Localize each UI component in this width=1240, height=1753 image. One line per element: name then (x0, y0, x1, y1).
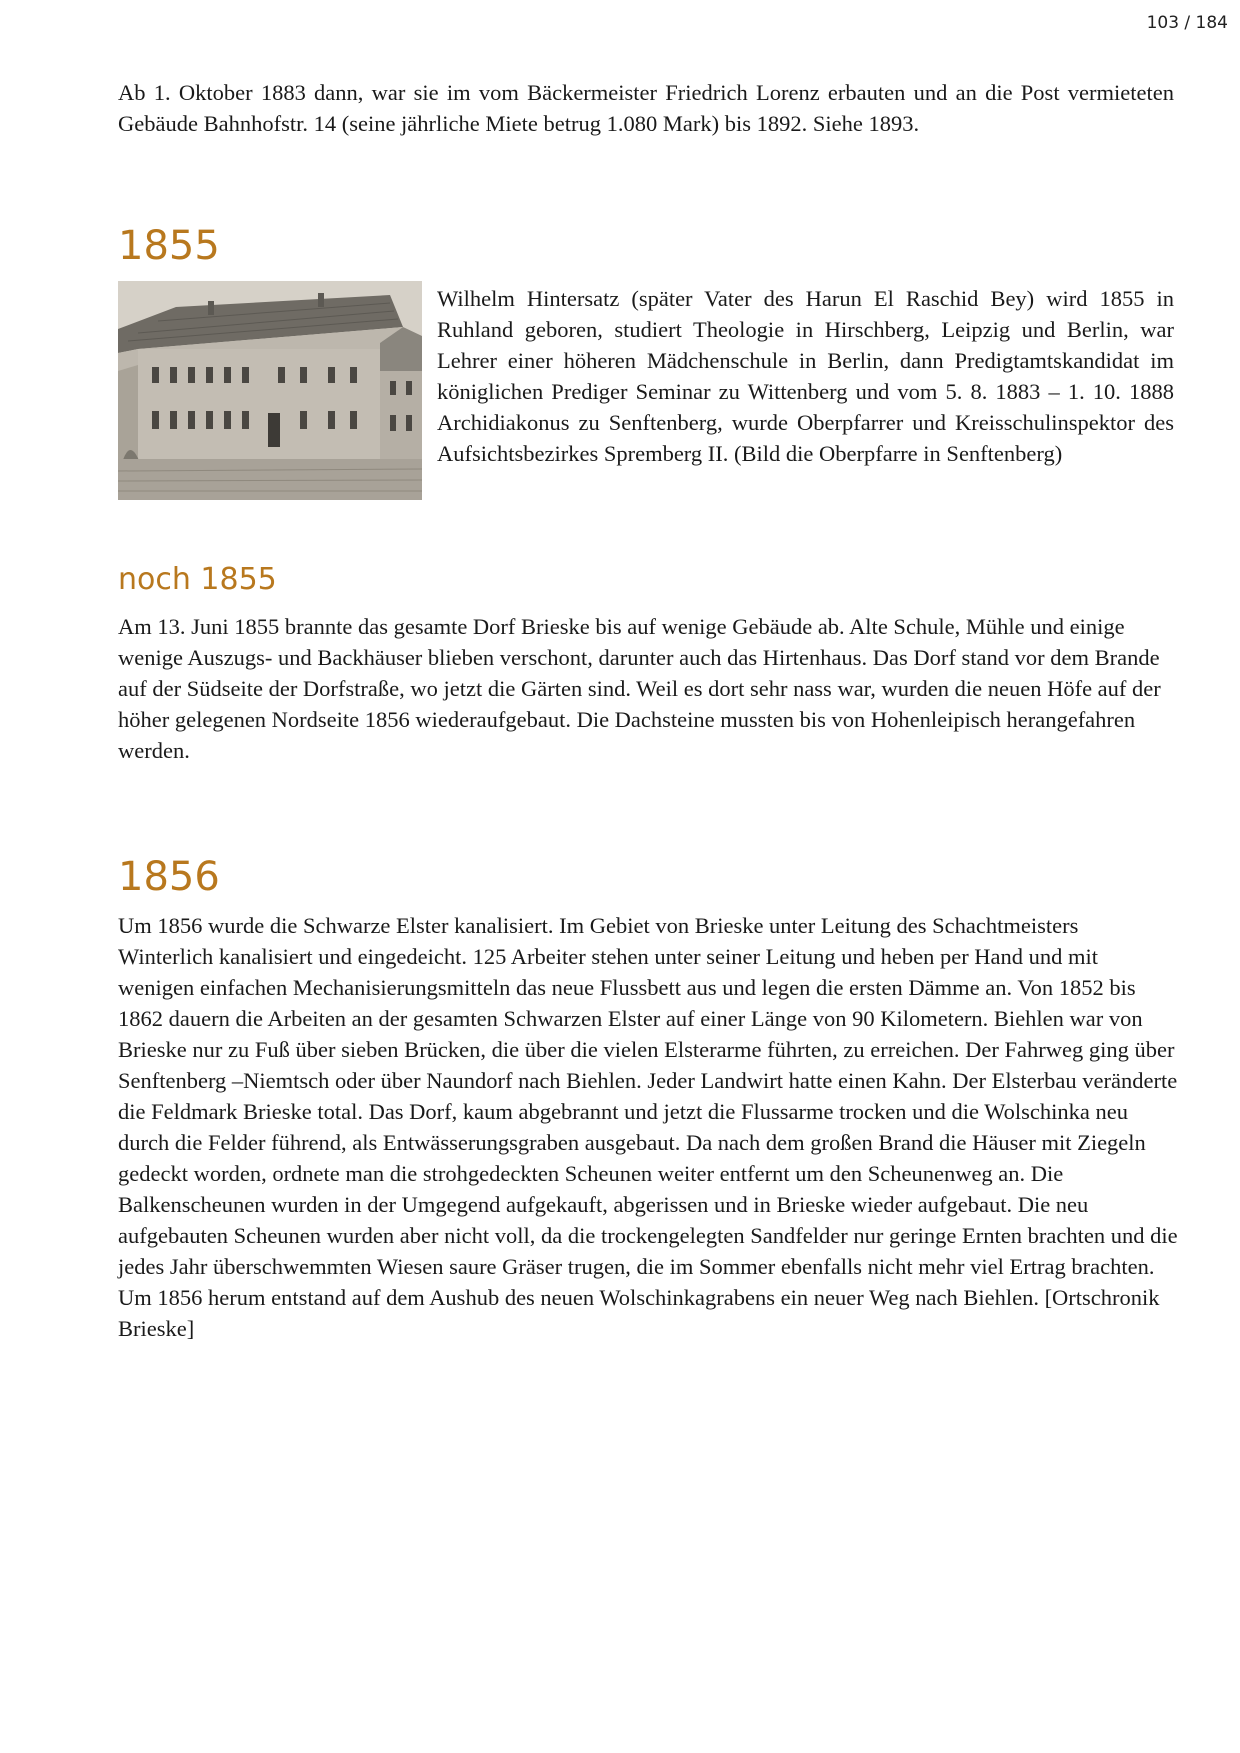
paragraph-noch-1855: Am 13. Juni 1855 brannte das gesamte Dorf Brieske bis auf wenige Gebäude ab. Alte Schule, Mühle und einige wenige Auszugs- und Backhäuser blieben verschont, darunter auch das Hirtenhaus. Das Dorf stand vor dem Brande auf der Südseite der Dorfstraße, wo jetzt die Gärten sind. Weil es dort sehr nass war, wurden die neuen Höfe auf der höher gelegenen Nordseite 1856 wiederaufgebaut. Die Dachsteine mussten bis von Hohenleipisch herangefahren werden. (118, 614, 1161, 763)
heading-noch-1855: noch 1855 (118, 562, 277, 597)
page-number: 103 / 184 (1146, 13, 1228, 33)
paragraph-1856: Um 1856 wurde die Schwarze Elster kanalisiert. Im Gebiet von Brieske unter Leitung des Schachtmeisters Winterlich kanalisiert und eingedeicht. 125 Arbeiter stehen unter seiner Leitung und heben per Hand und mit wenigen einfachen Mechanisierungsmitteln das neue Flussbett aus und legen die ersten Dämme an. Von 1852 bis 1862 dauern die Arbeiten an der gesamten Schwarzen Elster auf einer Länge von 90 Kilometern. Biehlen war von Brieske nur zu Fuß über sieben Brücken, die über die vielen Elsterarme führten, zu erreichen. Der Fahrweg ging über Senftenberg –Niemtsch oder über Naundorf nach Biehlen. Jeder Landwirt hatte einen Kahn. Der Elsterbau veränderte die Feldmark Brieske total. Das Dorf, kaum abgebrannt und jetzt die Flussarme trocken und die Wolschinka neu durch die Felder führend, als Entwässerungsgraben ausgebaut. Da nach dem großen Brand die Häuser mit Ziegeln gedeckt worden, ordnete man die strohgedeckten Scheunen weiter entfernt um den Scheunenweg an. Die Balkenscheunen wurden in der Umgegend aufgekauft, abgerissen und in Brieske wieder aufgebaut. Die neu aufgebauten Scheunen wurden aber nicht voll, da die trockengelegten Sandfelder nur geringe Ernten brachten und die jedes Jahr überschwemmten Wiesen saure Gräser trugen, die im Sommer ebenfalls nicht mehr viel Ertrag brachten. Um 1856 herum entstand auf dem Aushub des neuen Wolschinkagrabens ein neuer Weg nach Biehlen. [Ortschronik Brieske] (118, 913, 1178, 1341)
heading-1856: 1856 (118, 854, 220, 900)
oberpfarre-photo (118, 281, 422, 500)
intro-paragraph: Ab 1. Oktober 1883 dann, war sie im vom Bäckermeister Friedrich Lorenz erbauten und an die Post vermieteten Gebäude Bahnhofstr. 14 (seine jährliche Miete betrug 1.080 Mark) bis 1892. Siehe 1893. (118, 80, 1174, 136)
paragraph-1855: Wilhelm Hintersatz (später Vater des Harun El Raschid Bey) wird 1855 in Ruhland geboren, studiert Theologie in Hirschberg, Leipzig und Berlin, war Lehrer einer höheren Mädchenschule in Berlin, dann Predigtamtskandidat im königlichen Prediger Seminar zu Wittenberg und vom 5. 8. 1883 – 1. 10. 1888 Archidiakonus zu Senftenberg, wurde Oberpfarrer und Kreisschulinspektor des Aufsichtsbezirkes Spremberg II. (Bild die Oberpfarre in Senftenberg) (437, 286, 1174, 466)
heading-1855: 1855 (118, 223, 220, 269)
